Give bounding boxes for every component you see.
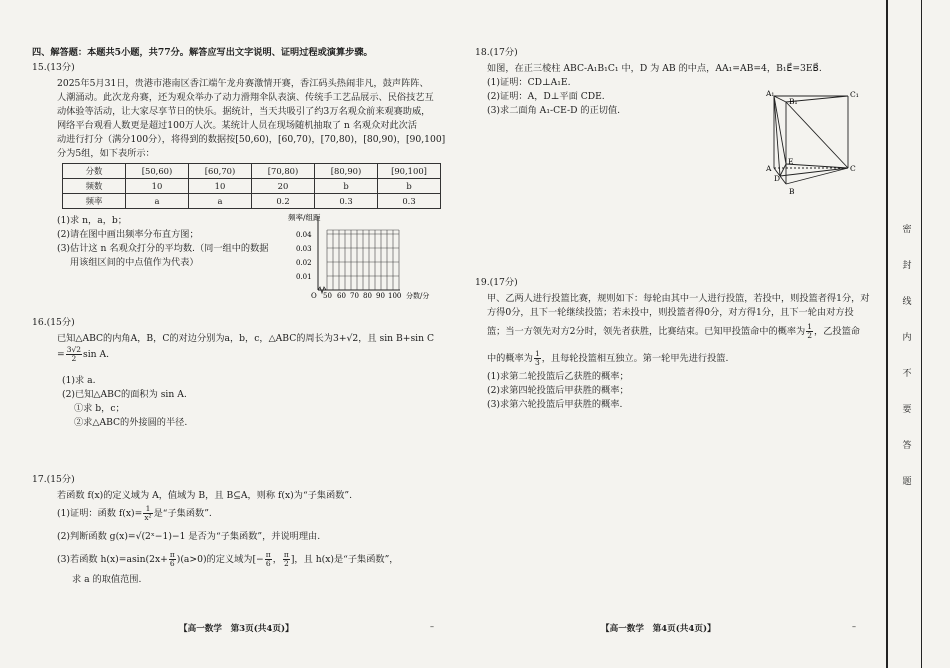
table-cell: 0.2 [252, 194, 315, 209]
y-tick-label: 0.04 [296, 231, 312, 239]
fraction-numerator: π [283, 550, 289, 559]
q15-part: 用该组区间的中点值作为代表） [70, 257, 199, 268]
table-cell: [60,70) [189, 164, 252, 179]
y-tick-label: 0.03 [296, 245, 312, 253]
label-E: E [788, 157, 794, 166]
table-cell: 0.3 [378, 194, 441, 209]
seal-notice-char: 内 [902, 333, 912, 343]
y-tick-label: 0.02 [296, 259, 312, 267]
table-cell: [50,60) [126, 164, 189, 179]
q16-part: (2)已知△ABC的面积为 sin A. [62, 389, 187, 400]
q17-part1-text: 是“子集函数”. [153, 508, 212, 519]
table-cell: 10 [126, 179, 189, 194]
table-cell: 20 [252, 179, 315, 194]
q18-part: (2)证明：A，D⊥平面 CDE. [487, 91, 605, 102]
q19-line: 甲、乙两人进行投篮比赛，规则如下：每轮由其中一人进行投篮，若投中，则投篮者得1分，对 [487, 293, 870, 304]
page-footer: 【高一数学 第4页(共4页)】 [601, 624, 716, 634]
x-tick-label: 60 [337, 292, 346, 300]
y-axis-label: 频率/组距 [288, 213, 321, 222]
table-cell: 频数 [63, 179, 126, 194]
section-heading: 四、解答题：本题共5小题，共77分。解答应写出文字说明、证明过程或演算步骤。 [32, 47, 373, 58]
q15-text-line: 人潮涌动。此次龙舟赛，还为观众举办了动力滑翔伞队表演、传统手工艺品展示、民俗技艺互 [57, 92, 434, 103]
q17-part2: (2)判断函数 g(x)=√(2ˣ−1)−1 是否为“子集函数”，并说明理由. [57, 531, 321, 542]
q15-text-line: 动进行打分（满分100分），将得到的数据按[50,60)，[60,70)，[70,80)，[80,90)，[90,100] [57, 134, 446, 145]
q15-part: (3)估计这 n 名观众打分的平均数.（同一组中的数据 [57, 243, 269, 254]
q16-part: ②求△ABC的外接圆的半径. [74, 417, 188, 428]
table-cell: b [315, 179, 378, 194]
x-tick-label: 50 [323, 292, 332, 300]
prism-figure [762, 88, 864, 198]
label-B1: B₁ [789, 97, 798, 106]
q16-head: 16.(15分) [32, 317, 75, 328]
q17-head: 17.(15分) [32, 474, 75, 485]
seal-notice-char: 封 [902, 261, 912, 271]
q16-part: (1)求 a. [62, 375, 96, 386]
fraction-numerator: π [265, 550, 271, 559]
seal-notice-char: 线 [902, 297, 912, 307]
label-D: D [774, 174, 781, 183]
table-cell: a [189, 194, 252, 209]
label-A: A [766, 164, 772, 173]
x-tick-label: 100 [388, 292, 402, 300]
q17-part3-text: )(a>0)的定义域为[− [176, 554, 264, 565]
q18-part: (3)求二面角 A₁-CE-D 的正切值. [487, 105, 621, 116]
table-cell: a [126, 194, 189, 209]
q15-part: (2)请在图中画出频率分布直方图； [57, 229, 199, 240]
binding-rule [921, 0, 922, 668]
table-cell: [70,80) [252, 164, 315, 179]
q15-part: (1)求 n，a，b； [57, 215, 127, 226]
table-cell: 10 [189, 179, 252, 194]
fraction-numerator: 1 [807, 322, 813, 331]
y-tick-label: 0.01 [296, 273, 312, 281]
page-footer: 【高一数学 第3页(共4页)】 [179, 624, 294, 634]
q19-line4-text: 中的概率为 [487, 353, 533, 364]
seal-notice-char: 要 [902, 405, 912, 415]
q17-part3-text: ]，且 h(x)是“子集函数”， [290, 554, 399, 565]
table-cell: 0.3 [315, 194, 378, 209]
q16-sin-a: sin A. [83, 349, 110, 360]
x-tick-label: 70 [350, 292, 359, 300]
q15-text-line: 分为5组，如下表所示： [57, 148, 155, 159]
fraction-numerator: π [169, 550, 175, 559]
label-C1: C₁ [850, 90, 859, 99]
fraction-denominator: 3 [534, 358, 540, 367]
seal-notice-char: 密 [902, 225, 912, 235]
q18-line: 如图，在正三棱柱 ABC-A₁B₁C₁ 中，D 为 AB 的中点，AA₁=AB=4，B₁E⃗=3EB⃗. [487, 63, 822, 74]
q17-intro: 若函数 f(x)的定义域为 A，值域为 B，且 B⊆A，则称 f(x)为“子集函数”. [57, 490, 353, 501]
table-cell: 分数 [63, 164, 126, 179]
table-cell: 频率 [63, 194, 126, 209]
fraction-numerator: 1 [534, 349, 540, 358]
q18-part: (1)证明：CD⊥A₁E. [487, 77, 571, 88]
q15-head: 15.(13分) [32, 62, 75, 73]
origin-label: O [311, 292, 317, 300]
fraction-numerator: 1 [143, 505, 152, 514]
q17-part1-text: (1)证明：函数 f(x)= [57, 508, 143, 519]
q16-line: 已知△ABC的内角A，B，C的对边分别为a，b，c，△ABC的周长为3+√2，且 sin B+sin C [57, 333, 434, 344]
q16-equals: = [57, 349, 65, 360]
fraction-numerator: 3√2 [66, 345, 82, 354]
q19-line4-text: ，且每轮投篮相互独立。第一轮甲先进行投篮. [541, 353, 729, 364]
x-tick-label: 90 [376, 292, 385, 300]
q19-line3-text: 篮；当一方领先对方2分时，领先者获胜，比赛结束。已知甲投篮命中的概率为 [487, 326, 806, 337]
label-A1: A₁ [766, 89, 775, 98]
fraction-denominator: x² [144, 513, 152, 522]
fraction-denominator: 6 [265, 559, 271, 568]
q16-part: ①求 b，c； [74, 403, 125, 414]
x-tick-label: 80 [363, 292, 372, 300]
fraction-denominator: 6 [169, 559, 175, 568]
q19-line4 [487, 350, 728, 367]
table-cell: b [378, 179, 441, 194]
q19-head: 19.(17分) [475, 277, 518, 288]
table-cell: [80,90) [315, 164, 378, 179]
q15-text-line: 动体验等活动，让大家尽享节日的快乐。据统计，当天共吸引了约3万名观众前来观赛助威， [57, 106, 431, 117]
seal-notice-char: 题 [902, 477, 912, 487]
q19-part: (2)求第四轮投篮后甲获胜的概率； [487, 385, 629, 396]
q17-part3-line2: 求 a 的取值范围. [72, 574, 142, 585]
label-B: B [789, 187, 795, 196]
q15-text-line: 网络平台观看人数更是超过100万人次。某统计人员在现场随机抽取了 n 名观众对此次活 [57, 120, 418, 131]
fraction-denominator: 2 [807, 331, 813, 340]
footer-dash: – [852, 622, 856, 631]
fraction-denominator: 2 [283, 559, 289, 568]
q19-line3 [487, 323, 860, 340]
q17-part3-text: (3)若函数 h(x)=asin(2x+ [57, 554, 168, 565]
q19-line: 方得0分，且下一轮继续投篮；若未投中，则投篮者得0分，对方得1分，且下一轮由对方投 [487, 307, 854, 318]
binding-rule [886, 0, 888, 668]
q17-part3-text: ， [272, 554, 282, 565]
q19-part: (1)求第二轮投篮后乙获胜的概率； [487, 371, 629, 382]
q18-head: 18.(17分) [475, 47, 518, 58]
footer-dash: – [430, 622, 434, 631]
x-axis-label: 分数/分 [406, 292, 430, 300]
fraction [806, 323, 813, 340]
q15-text-line: 2025年5月31日，贵港市港南区香江端午龙舟赛激情开赛，香江码头热闹非凡，鼓声阵阵、 [57, 78, 429, 89]
q19-line3-text: ，乙投篮命 [814, 326, 860, 337]
label-C: C [850, 164, 856, 173]
fraction [534, 350, 541, 367]
q19-part: (3)求第六轮投篮后甲获胜的概率. [487, 399, 623, 410]
seal-notice-char: 答 [902, 441, 912, 451]
table-cell: [90,100] [378, 164, 441, 179]
fraction-denominator: 2 [71, 354, 77, 363]
seal-notice-char: 不 [902, 369, 912, 379]
